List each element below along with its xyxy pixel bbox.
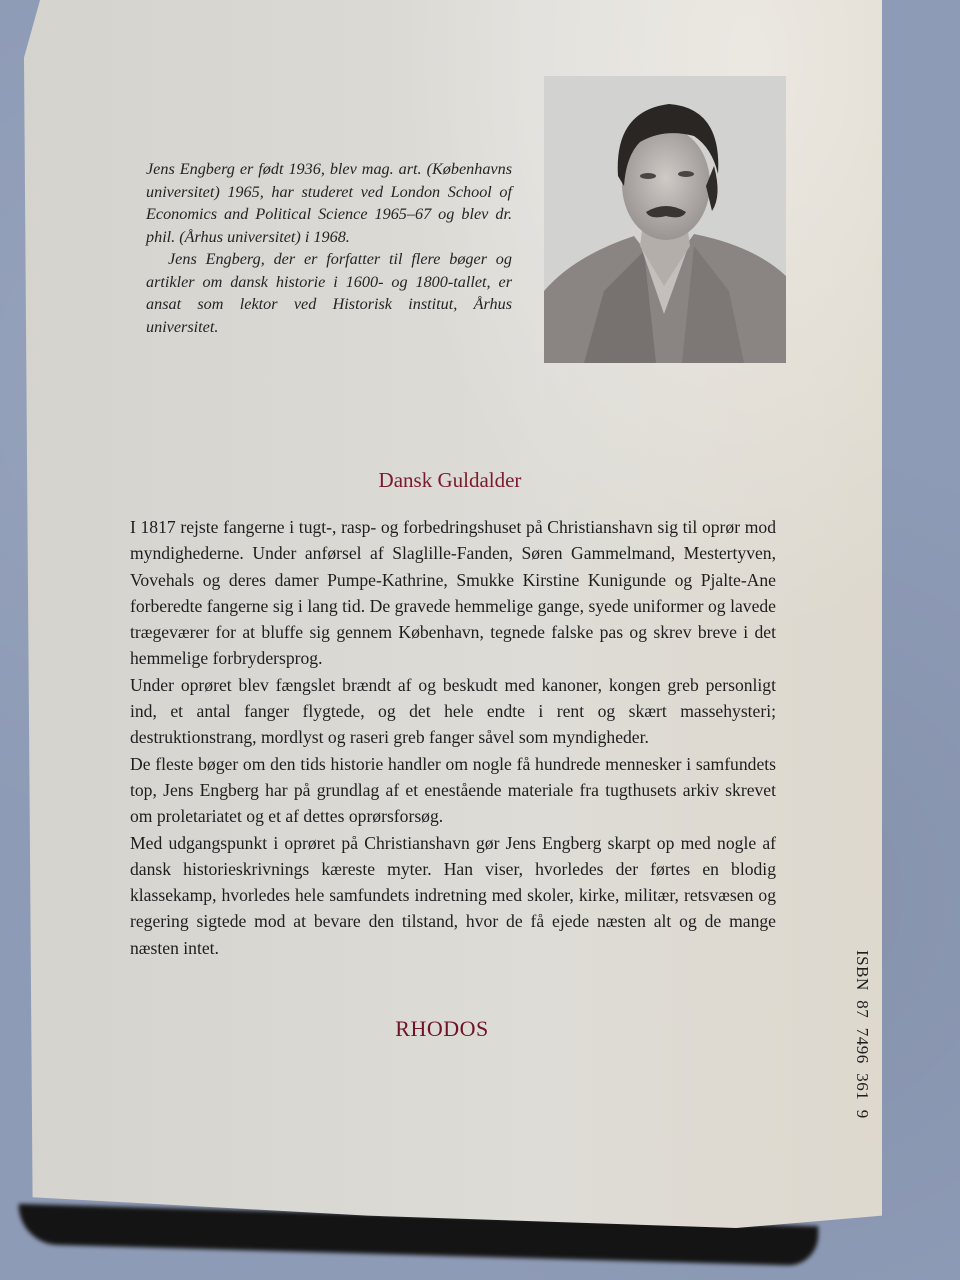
author-bio-paragraph: Jens Engberg, der er forfatter til flere bøger og artikler om dansk historie i 1600- og 1800-tallet, er ansat som lektor ved Historisk institut, Århus universitet.: [146, 250, 512, 336]
blurb-paragraph: I 1817 rejste fangerne i tugt-, rasp- og forbedringshuset på Christianshavn sig til oprør mod myndighederne. Under anførsel af Slaglille-Fanden, Søren Gammelmand, Mestertyven, Vovehals og deres damer Pumpe-Kathrine, Smukke Kirstine Kunigunde og Pjalte-Ane forberedte fangerne sig i lang tid. De gravede hemmelige gange, syede uniformer og lavede trægeværer for at bluffe sig gennem København, tegnede falske pas og skrev breve i det hemmelige forbrydersprog.: [130, 517, 776, 669]
portrait-image: [544, 76, 786, 363]
book-blurb: [130, 514, 776, 961]
blurb-paragraph: Under oprøret blev fængslet brændt af og beskudt med kanoner, kongen greb personligt ind, et antal fanger flygtede, og det hele endte i rent og skært massehysteri; destruktionstrang, mordlyst og raseri greb fanger såvel som myndigheder.: [130, 674, 776, 748]
isbn-number: ISBN 87 7496 361 9: [853, 950, 872, 1119]
author-bio-paragraph: Jens Engberg er født 1936, blev mag. art. (Københavns universitet) 1965, har studeret ved London School of Economics and Political Science 1965–67 og blev dr. phil. (Århus universitet) i 1968.: [146, 160, 512, 246]
blurb-paragraph: De fleste bøger om den tids historie handler om nogle få hundrede mennesker i samfundets top, Jens Engberg har på grundlag af et enestående materiale fra tugthusets arkiv skrevet om proletariatet og et af dettes oprørsforsøg.: [130, 753, 776, 827]
book-title: Dansk Guldalder: [378, 468, 522, 492]
author-photo: [544, 76, 786, 363]
publisher-name: RHODOS: [395, 1016, 489, 1041]
author-bio: [146, 158, 512, 338]
blurb-paragraph: Med udgangspunkt i oprøret på Christianshavn gør Jens Engberg skarpt op med nogle af dansk historieskrivnings kæreste myter. Han viser, hvorledes der førtes en blodig klassekamp, hvorledes hele samfundets indretning med skoler, kirke, militær, retsvæsen og regering sigtede mod at bevare den tilstand, hvor de få ejede næsten alt og de mange næsten intet.: [130, 832, 776, 958]
